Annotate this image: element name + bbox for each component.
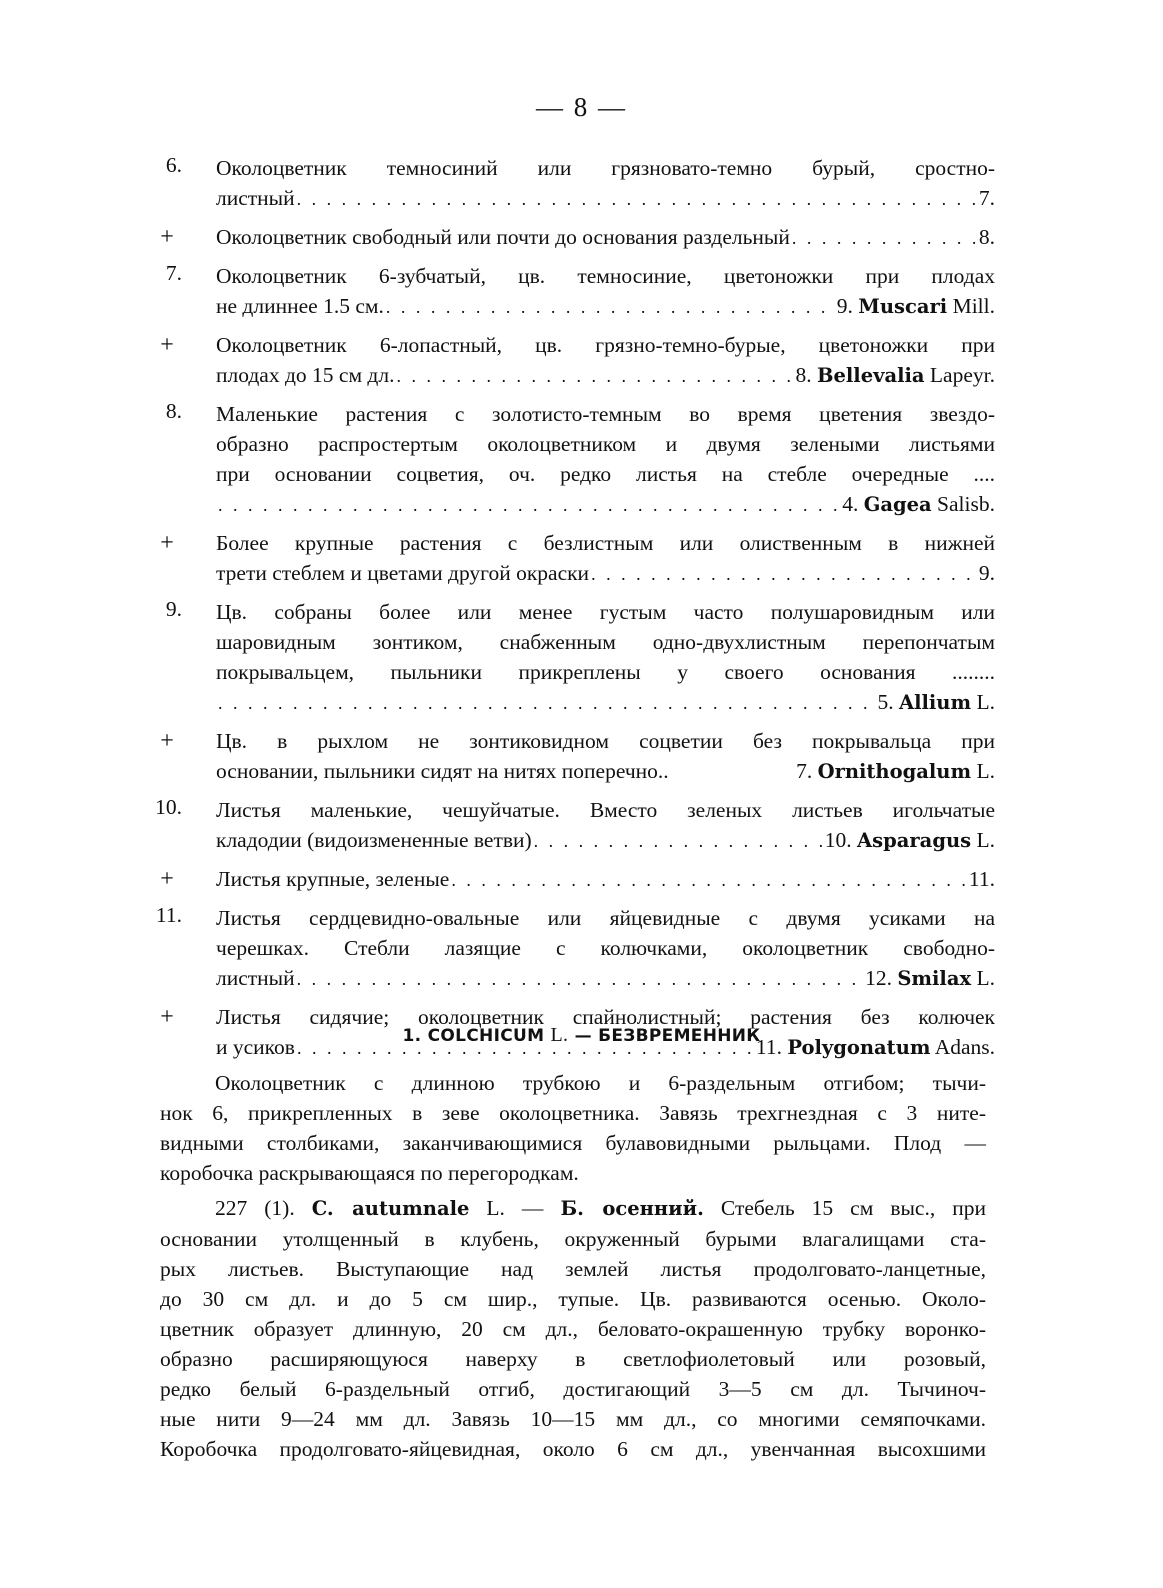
key-entry-line: черешках. Стебли лазящие с колючками, околоцветник свободно- (216, 936, 995, 960)
species-text-line: основании утолщенный в клубень, окруженный бурыми влагалищами ста- (160, 1227, 986, 1251)
genus-name: Polygonatum (787, 1036, 931, 1059)
species-latin-name: C. autumnale (311, 1197, 470, 1220)
key-entry-number: 6. (165, 153, 182, 177)
genus-name: Smilax (897, 967, 972, 990)
genus-number: 4. (842, 492, 864, 516)
key-entry-lead-text: основании, пыльники сидят на нитях поперечно.. (216, 759, 669, 783)
page-number: — 8 — (536, 92, 627, 122)
dot-leader (386, 292, 835, 322)
genus-author: Mill. (947, 294, 995, 318)
key-entry-target: 8. (978, 225, 995, 249)
genus-author: Salisb. (931, 492, 995, 516)
key-entry-lead-text: листный (216, 186, 295, 210)
key-entry-lead-line (216, 222, 995, 253)
key-entry-line: Более крупные растения с безлистным или олиственным в нижней (216, 531, 995, 555)
genus-name: Asparagus (857, 829, 972, 852)
genus-author: L. (971, 828, 995, 852)
dot-leader (218, 688, 875, 718)
key-entry (150, 330, 995, 391)
key-entry (150, 153, 995, 214)
key-entry (150, 726, 995, 787)
dot-leader (297, 964, 863, 994)
key-entry-lead-line (216, 291, 995, 322)
key-entry-number: 8. (165, 399, 182, 423)
genus-name: Gagea (863, 493, 932, 516)
key-entry-lead-line (216, 558, 995, 589)
dot-leader (451, 865, 967, 895)
key-entry-line: Околоцветник темносиний или грязновато-темно бурый, сростно- (216, 156, 995, 180)
description-line: нок 6, прикрепленных в зеве околоцветника. Завязь трехгнездная с 3 ните- (160, 1101, 986, 1125)
genus-name: Ornithogalum (817, 760, 972, 783)
key-entry (150, 795, 995, 856)
key-entry (150, 528, 995, 589)
key-entry-target: 9. (978, 561, 995, 585)
key-entry-line: шаровидным зонтиком, снабженным одно-двухлистным перепончатым (216, 630, 995, 654)
key-entry (150, 222, 995, 253)
key-entry-line: Околоцветник 6-лопастный, цв. грязно-темно-бурые, цветоножки при (216, 333, 995, 357)
key-entry-number: 11. (155, 903, 182, 927)
key-entry-lead-text: трети стеблем и цветами другой окраски (216, 561, 590, 585)
key-entry-lead-text: Листья крупные, зеленые (216, 867, 450, 891)
species-text-line: до 30 см дл. и до 5 см шир., тупые. Цв. развиваются осенью. Около- (160, 1287, 986, 1311)
species-description (160, 1193, 986, 1464)
species-heading-line (160, 1193, 986, 1224)
key-entry-lead-text: не длиннее 1.5 см. (216, 294, 384, 318)
key-entry-lead-line (216, 825, 995, 856)
key-entry-target (837, 291, 995, 322)
key-entry-number: + (160, 1004, 174, 1030)
key-entry (150, 864, 995, 895)
key-entry-number: 7. (165, 261, 182, 285)
key-entry-line: Околоцветник 6-зубчатый, цв. темносиние, цветоножки при плодах (216, 264, 995, 288)
key-entry-line: покрывальцем, пыльники прикреплены у своего основания ........ (216, 660, 995, 684)
key-entry (150, 261, 995, 322)
key-entry-line: Маленькие растения с золотисто-темным во время цветения звездо- (216, 402, 995, 426)
key-entry-lead-text: листный (216, 966, 295, 990)
identification-key (150, 153, 995, 1071)
key-entry-number: 9. (165, 597, 182, 621)
key-entry-lead-line (216, 864, 995, 895)
species-number: 227 (1). (215, 1196, 295, 1220)
key-entry-lead-line (216, 687, 995, 718)
genus-number: 8. (795, 363, 818, 387)
genus-number: 10. (824, 828, 858, 852)
species-text-line: редко белый 6-раздельный отгиб, достигающий 3—5 см дл. Тычиноч- (160, 1377, 986, 1401)
section-genus: 1. COLCHICUM (402, 1026, 545, 1046)
species-text-line: рых листьев. Выступающие над землей листья продолговато-ланцетные, (160, 1257, 986, 1281)
key-entry-lead-line (216, 183, 995, 214)
key-entry-target (825, 825, 995, 856)
species-text-line: цветник образует длинную, 20 см дл., беловато-окрашенную трубку воронко- (160, 1317, 986, 1341)
dot-leader (792, 223, 977, 253)
species-russian-name: Б. осенний. (560, 1197, 704, 1220)
genus-number: 5. (877, 690, 899, 714)
genus-number: 9. (836, 294, 859, 318)
dot-leader (396, 361, 793, 391)
dot-leader (591, 559, 977, 589)
description-line: коробочка раскрывающаяся по перегородкам. (160, 1161, 579, 1185)
key-entry-line: Цв. собраны более или менее густым часто полушаровидным или (216, 600, 995, 624)
description-line: Околоцветник с длинною трубкою и 6-раздельным отгибом; тычи- (215, 1071, 986, 1095)
dot-leader (297, 184, 977, 214)
genus-author: Lapeyr. (924, 363, 995, 387)
genus-author: L. (971, 966, 995, 990)
section-title (0, 1024, 1163, 1047)
genus-number: 11. (755, 1035, 788, 1059)
key-entry-lead-line (216, 756, 995, 787)
description-line: видными столбиками, заканчивающимися булавовидными рыльцами. Плод — (160, 1131, 986, 1155)
key-entry-lead-text: Околоцветник свободный или почти до основания раздельный (216, 225, 790, 249)
key-entry-target (842, 489, 995, 520)
key-entry-lead-line (216, 489, 995, 520)
key-entry-lead-text: плодах до 15 см дл. (216, 363, 395, 387)
genus-author: L. (971, 690, 995, 714)
genus-name: Bellevalia (817, 364, 925, 387)
key-entry-target: 11. (968, 867, 995, 891)
genus-description (160, 1068, 986, 1188)
key-entry (150, 399, 995, 520)
key-entry-number: + (160, 224, 174, 250)
key-entry (150, 597, 995, 718)
key-entry-target (796, 756, 995, 787)
key-entry-number: + (160, 866, 174, 892)
key-entry-number: + (160, 530, 174, 556)
genus-number: 12. (865, 966, 898, 990)
species-text-line: ные нити 9—24 мм дл. Завязь 10—15 мм дл., со многими семяпочками. (160, 1407, 986, 1431)
species-text-line: Коробочка продолговато-яйцевидная, около 6 см дл., увенчанная высохшими (160, 1437, 986, 1461)
genus-author: Adans. (930, 1035, 995, 1059)
key-entry-line: образно распростертым околоцветником и двумя зелеными листьями (216, 432, 995, 456)
species-latin-author: L. — (486, 1196, 544, 1220)
key-entry-line: Листья маленькие, чешуйчатые. Вместо зеленых листьев игольчатые (216, 798, 995, 822)
dot-leader (534, 826, 823, 856)
genus-author: L. (971, 759, 995, 783)
key-entry-line: Листья сердцевидно-овальные или яйцевидные с двумя усиками на (216, 906, 995, 930)
genus-name: Muscari (858, 295, 948, 318)
key-entry-line: Листья сидячие; околоцветник спайнолистный; растения без колючек (216, 1005, 995, 1029)
key-entry-number: 10. (155, 795, 182, 819)
key-entry-number: + (160, 728, 174, 754)
key-entry-line: при основании соцветия, оч. редко листья на стебле очередные .... (216, 462, 995, 486)
key-entry-lead-text: кладодии (видоизмененные ветви) (216, 828, 532, 852)
section-author: L. (550, 1024, 569, 1046)
dot-leader (218, 490, 840, 520)
section-common-name: — БЕЗВРЕМЕННИК (574, 1026, 761, 1046)
species-first-text: Стебель 15 см выс., при (720, 1196, 986, 1220)
key-entry-target (796, 360, 995, 391)
key-entry-lead-text: и усиков (216, 1035, 295, 1059)
key-entry-line: Цв. в рыхлом не зонтиковидном соцветии без покрывальца при (216, 729, 995, 753)
key-entry-lead-line (216, 360, 995, 391)
key-entry-target (877, 687, 995, 718)
key-entry-target: 7. (978, 186, 995, 210)
key-entry-lead-line (216, 963, 995, 994)
species-text-line: образно расширяющуюся наверху в светлофиолетовый или розовый, (160, 1347, 986, 1371)
key-entry-target (865, 963, 995, 994)
genus-number: 7. (796, 759, 818, 783)
key-entry (150, 903, 995, 994)
key-entry-number: + (160, 332, 174, 358)
genus-name: Allium (898, 691, 972, 714)
